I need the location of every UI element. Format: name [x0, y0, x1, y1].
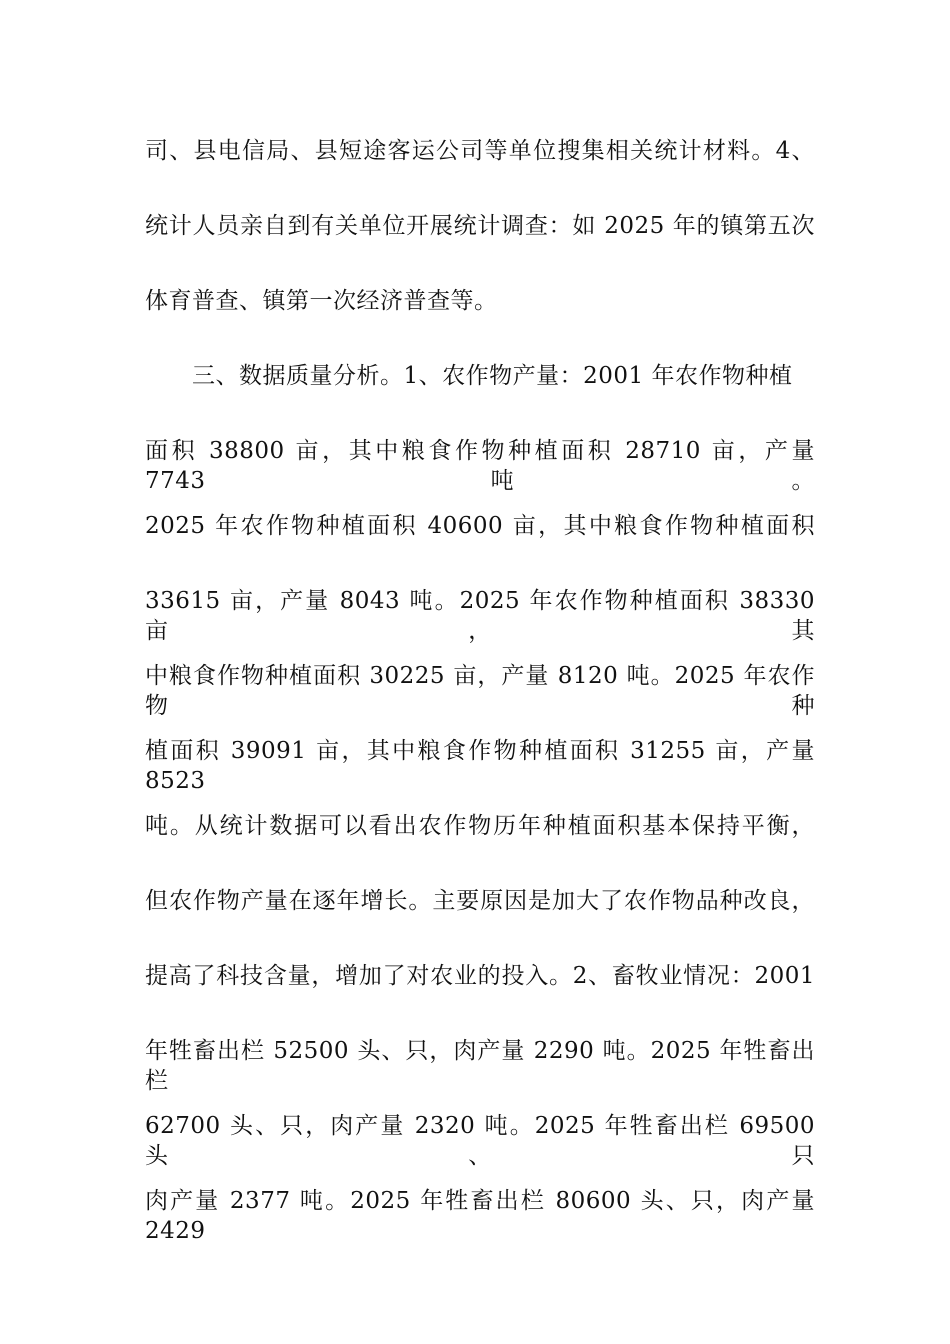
text-line-3: 体育普查、镇第一次经济普查等。 — [145, 288, 498, 314]
text-line-14: 62700 头、只，肉产量 2320 吨。2025 年牲畜出栏 69500 头、只 — [145, 1113, 815, 1169]
text-line-1: 司、县电信局、县短途客运公司等单位搜集相关统计材料。4、 — [145, 138, 815, 164]
text-line-6: 2025 年农作物种植面积 40600 亩，其中粮食作物种植面积 — [145, 513, 815, 539]
text-line-12: 提高了科技含量，增加了对农业的投入。2、畜牧业情况：2001 — [145, 963, 815, 989]
text-line-2: 统计人员亲自到有关单位开展统计调查：如 2025 年的镇第五次 — [145, 213, 815, 239]
text-line-15: 肉产量 2377 吨。2025 年牲畜出栏 80600 头、只，肉产量 2429 — [145, 1188, 815, 1244]
text-line-13: 年牲畜出栏 52500 头、只，肉产量 2290 吨。2025 年牲畜出栏 — [145, 1038, 815, 1094]
text-line-8: 中粮食作物种植面积 30225 亩，产量 8120 吨。2025 年农作物种 — [145, 663, 815, 719]
text-line-11: 但农作物产量在逐年增长。主要原因是加大了农作物品种改良， — [145, 888, 815, 914]
text-line-5: 面积 38800 亩，其中粮食作物种植面积 28710 亩，产量 7743 吨。 — [145, 438, 815, 494]
text-line-7: 33615 亩，产量 8043 吨。2025 年农作物种植面积 38330 亩，其 — [145, 588, 815, 644]
text-line-9: 植面积 39091 亩，其中粮食作物种植面积 31255 亩，产量 8523 — [145, 738, 815, 794]
text-line-10: 吨。从统计数据可以看出农作物历年种植面积基本保持平衡， — [145, 813, 815, 839]
paragraph-3-first-line: 三、数据质量分析。1、农作物产量：2001 年农作物种植 — [192, 363, 793, 389]
